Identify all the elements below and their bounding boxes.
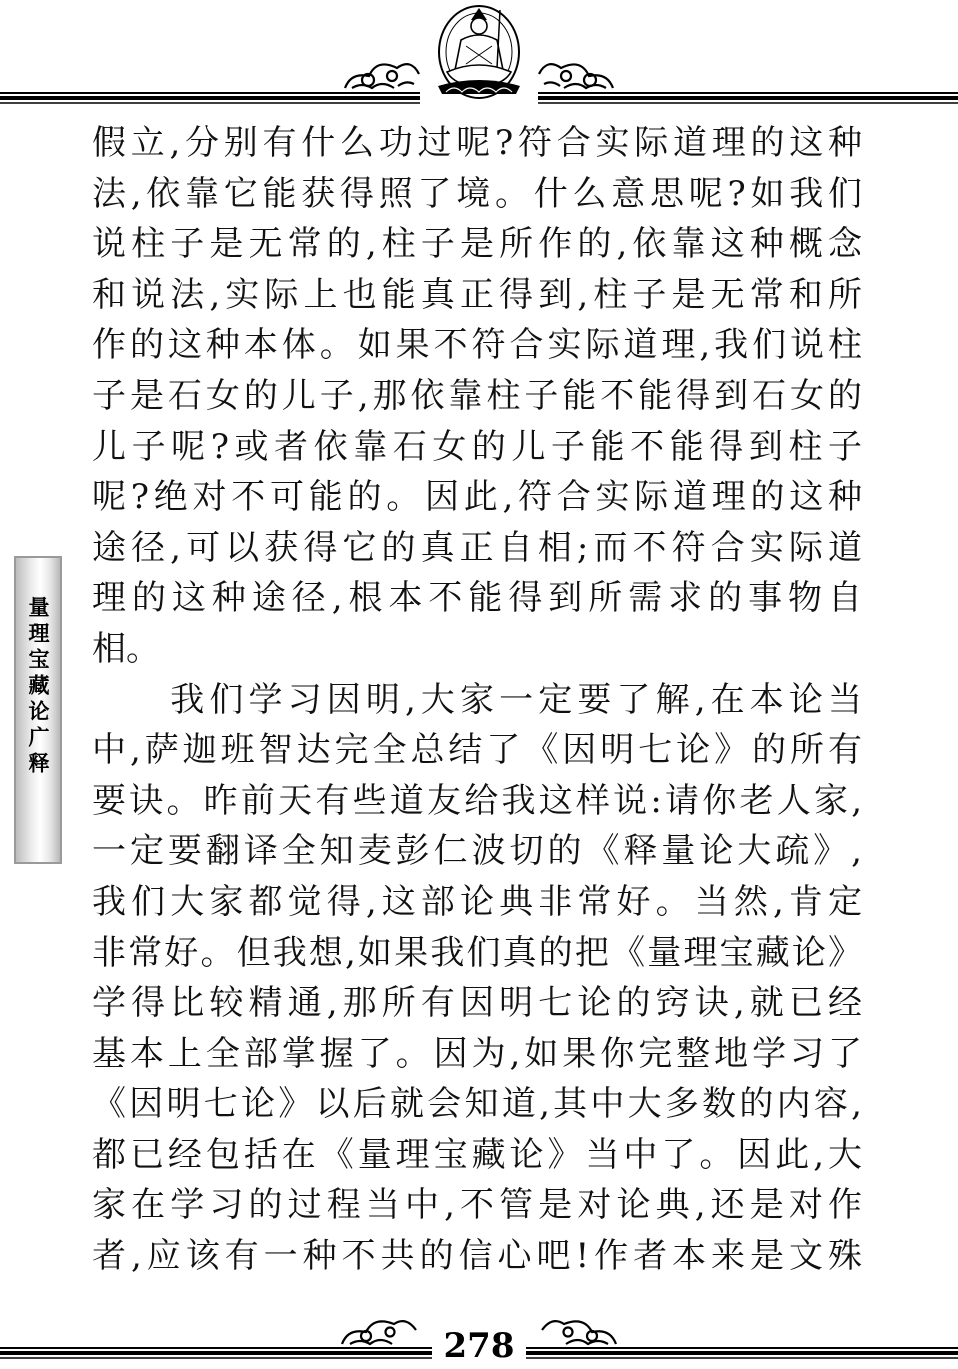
text-line: 我们学习因明,大家一定要了解,在本论当 — [92, 679, 862, 720]
text-line: 法,依靠它能获得照了境。什么意思呢?如我们 — [92, 173, 862, 214]
text-line: 作的这种本体。如果不符合实际道理,我们说柱 — [92, 325, 862, 366]
text-line: 说柱子是无常的,柱子是所作的,依靠这种概念 — [92, 224, 862, 265]
header-rule-left — [0, 93, 420, 103]
side-tab — [14, 556, 62, 864]
header-rule-right — [538, 93, 958, 103]
text-line: 呢?绝对不可能的。因此,符合实际道理的这种 — [92, 477, 862, 518]
text-line: 《因明七论》以后就会知道,其中大多数的内容, — [92, 1084, 862, 1125]
side-tab-title: 量理宝藏论广释 — [26, 596, 51, 778]
text-line: 理的这种途径,根本不能得到所需求的事物自 — [92, 578, 862, 619]
text-line: 子是石女的儿子,那依靠柱子能不能得到石女的 — [92, 375, 862, 416]
text-line: 都已经包括在《量理宝藏论》当中了。因此,大 — [92, 1134, 862, 1175]
text-line: 者,应该有一种不共的信心吧!作者本来是文殊 — [92, 1236, 862, 1277]
text-line: 儿子呢?或者依靠石女的儿子能不能得到柱子 — [92, 426, 862, 467]
header-ornament — [0, 0, 958, 110]
body-text — [92, 118, 862, 1282]
text-line: 非常好。但我想,如果我们真的把《量理宝藏论》 — [92, 932, 862, 973]
text-line: 学得比较精通,那所有因明七论的窍诀,就已经 — [92, 983, 862, 1024]
text-line: 假立,分别有什么功过呢?符合实际道理的这种 — [92, 123, 862, 163]
text-line: 途径,可以获得它的真正自相;而不符合实际道 — [92, 527, 862, 568]
text-line: 中,萨迦班智达完全总结了《因明七论》的所有 — [92, 730, 862, 771]
guru-figure-icon — [438, 6, 520, 98]
text-line: 我们大家都觉得,这部论典非常好。当然,肯定 — [92, 881, 862, 922]
cloud-scroll-left-icon — [345, 64, 419, 88]
cloud-scroll-right-icon — [539, 64, 613, 88]
text-line: 相。 — [92, 628, 160, 669]
text-line: 家在学习的过程当中,不管是对论典,还是对作 — [92, 1185, 862, 1226]
footer-rule-left — [0, 1348, 432, 1358]
footer-rule-right — [526, 1348, 958, 1358]
text-line: 和说法,实际上也能真正得到,柱子是无常和所 — [92, 274, 862, 315]
page-number: 278 — [443, 1326, 515, 1366]
text-line: 要诀。昨前天有些道友给我这样说:请你老人家, — [92, 780, 862, 821]
text-line: 基本上全部掌握了。因为,如果你完整地学习了 — [92, 1033, 862, 1074]
text-line: 一定要翻译全知麦彭仁波切的《释量论大疏》, — [92, 831, 862, 872]
